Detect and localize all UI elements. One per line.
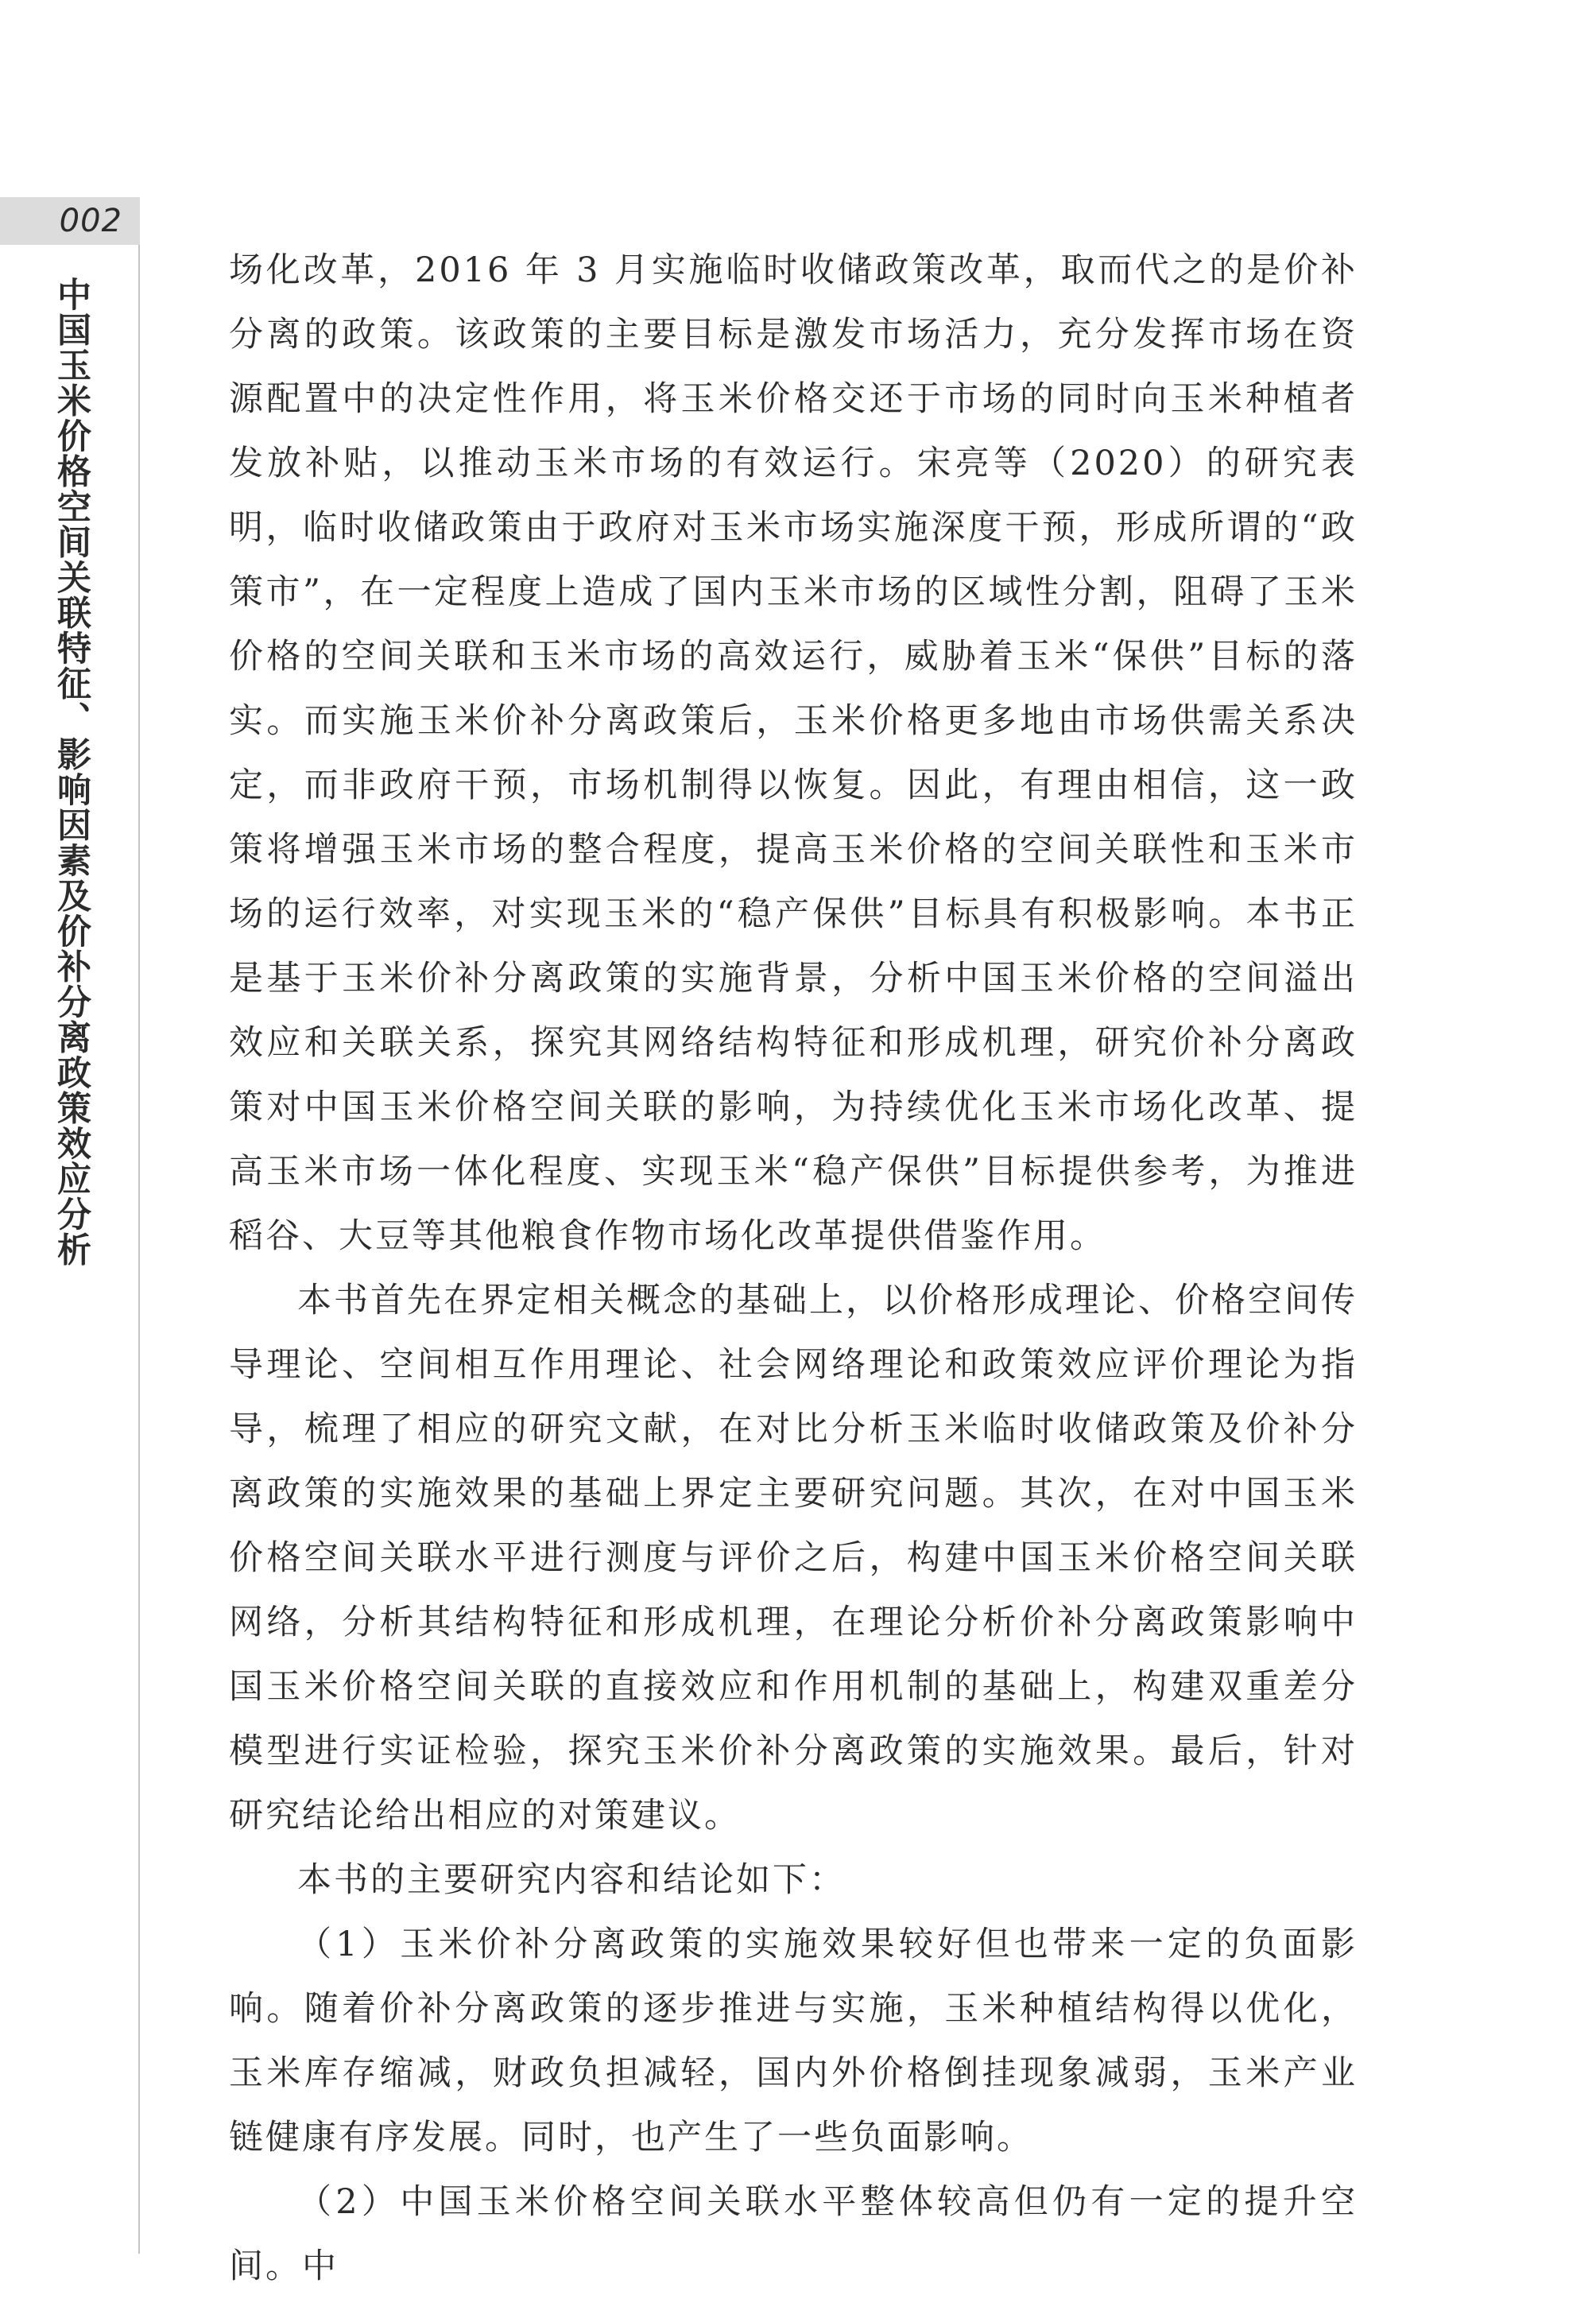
paragraph-book-overview: 本书首先在界定相关概念的基础上，以价格形成理论、价格空间传导理论、空间相互作用理论、社会网络理论和政策效应评价理论为指导，梳理了相应的研究文献，在对比分析玉米临时收储政策及价补分离政策的实施效果的基础上界定主要研究问题。其次，在对中国玉米价格空间关联水平进行测度与评价之后，构建中国玉米价格空间关联网络，分析其结构特征和形成机理，在理论分析价补分离政策影响中国玉米价格空间关联的直接效应和作用机制的基础上，构建双重差分模型进行实证检验，探究玉米价补分离政策的实施效果。最后，针对研究结论给出相应的对策建议。 bbox=[229, 1281, 1358, 1836]
body-text bbox=[229, 238, 1358, 2299]
page-margin-sidebar bbox=[0, 197, 140, 2254]
paragraph-continued: 场化改革，2016 年 3 月实施临时收储政策改革，取而代之的是价补分离的政策。该政策的主要目标是激发市场活力，充分发挥市场在资源配置中的决定性作用，将玉米价格交还于市场的同时向玉米种植者发放补贴，以推动玉米市场的有效运行。宋亮等（2020）的研究表明，临时收储政策由于政府对玉米市场实施深度干预，形成所谓的“政策市”，在一定程度上造成了国内玉米市场的区域性分割，阻碍了玉米价格的空间关联和玉米市场的高效运行，威胁着玉米“保供”目标的落实。而实施玉米价补分离政策后，玉米价格更多地由市场供需关系决定，而非政府干预，市场机制得以恢复。因此，有理由相信，这一政策将增强玉米市场的整合程度，提高玉米价格的空间关联性和玉米市场的运行效率，对实现玉米的“稳产保供”目标具有积极影响。本书正是基于玉米价补分离政策的实施背景，分析中国玉米价格的空间溢出效应和关联关系，探究其网络结构特征和形成机理，研究价补分离政策对中国玉米价格空间关联的影响，为持续优化玉米市场化改革、提高玉米市场一体化程度、实现玉米“稳产保供”目标提供参考，为推进稻谷、大豆等其他粮食作物市场化改革提供借鉴作用。 bbox=[229, 250, 1358, 1256]
paragraph-contents-intro: 本书的主要研究内容和结论如下： bbox=[297, 1860, 846, 1900]
paragraph-conclusion-2: （2）中国玉米价格空间关联水平整体较高但仍有一定的提升空间。中 bbox=[229, 2182, 1358, 2286]
page-number-box bbox=[0, 197, 140, 245]
paragraph-conclusion-1: （1）玉米价补分离政策的实施效果较好但也带来一定的负面影响。随着价补分离政策的逐步推进与实施，玉米种植结构得以优化，玉米库存缩减，财政负担减轻，国内外价格倒挂现象减弱，玉米产业链健康有序发展。同时，也产生了一些负面影响。 bbox=[229, 1925, 1358, 2157]
page-number: 002 bbox=[59, 203, 122, 239]
running-book-title: 中国玉米价格空间关联特征、影响因素及价补分离政策效应分析 bbox=[52, 277, 91, 1267]
